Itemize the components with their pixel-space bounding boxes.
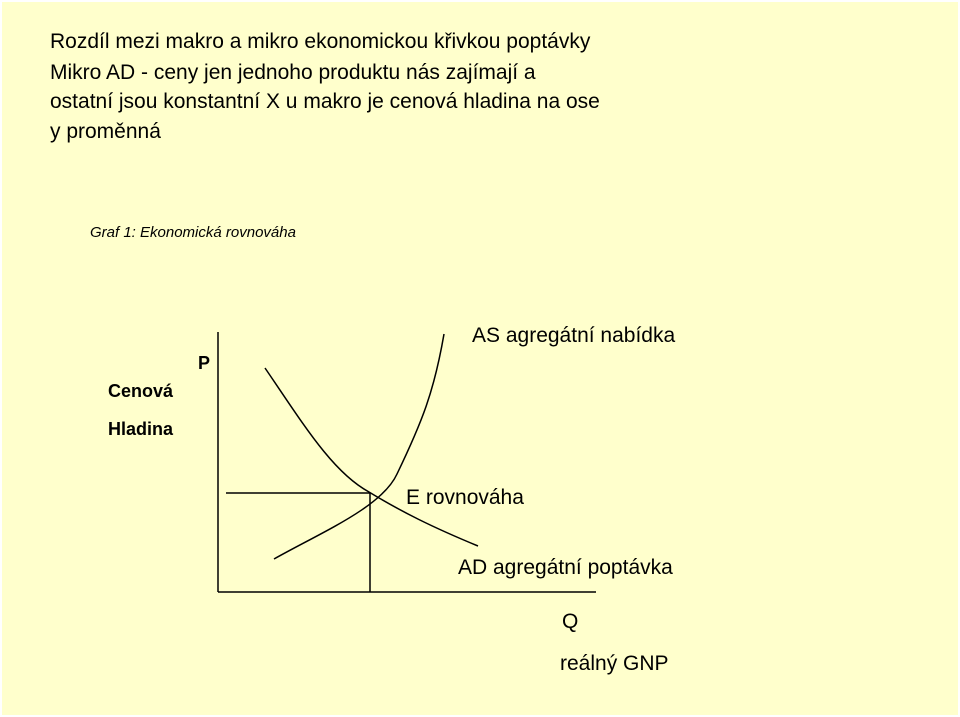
economic-equilibrium-diagram [2, 2, 958, 715]
heading-line-4: y proměnná [50, 120, 161, 143]
heading-line-2: Mikro AD - ceny jen jednoho produktu nás zajímají a [50, 61, 536, 84]
y-axis-label-line2: Hladina [108, 419, 174, 439]
slide [2, 2, 958, 715]
ad-curve [265, 368, 478, 546]
as-label: AS agregátní nabídka [472, 324, 676, 347]
as-curve [274, 334, 444, 559]
heading-line-3: ostatní jsou konstantní X u makro je cenová hladina na ose [50, 90, 600, 113]
x-axis-label: reálný GNP [560, 652, 669, 675]
figure-caption: Graf 1: Ekonomická rovnováha [90, 224, 296, 241]
ad-label: AD agregátní poptávka [458, 556, 673, 579]
equilibrium-label: E rovnováha [406, 486, 524, 509]
heading-line-1: Rozdíl mezi makro a mikro ekonomickou křivkou poptávky [50, 30, 591, 53]
y-axis-symbol: P [198, 353, 211, 373]
y-axis-label-line1: Cenová [108, 381, 174, 401]
x-axis-symbol: Q [562, 610, 579, 633]
